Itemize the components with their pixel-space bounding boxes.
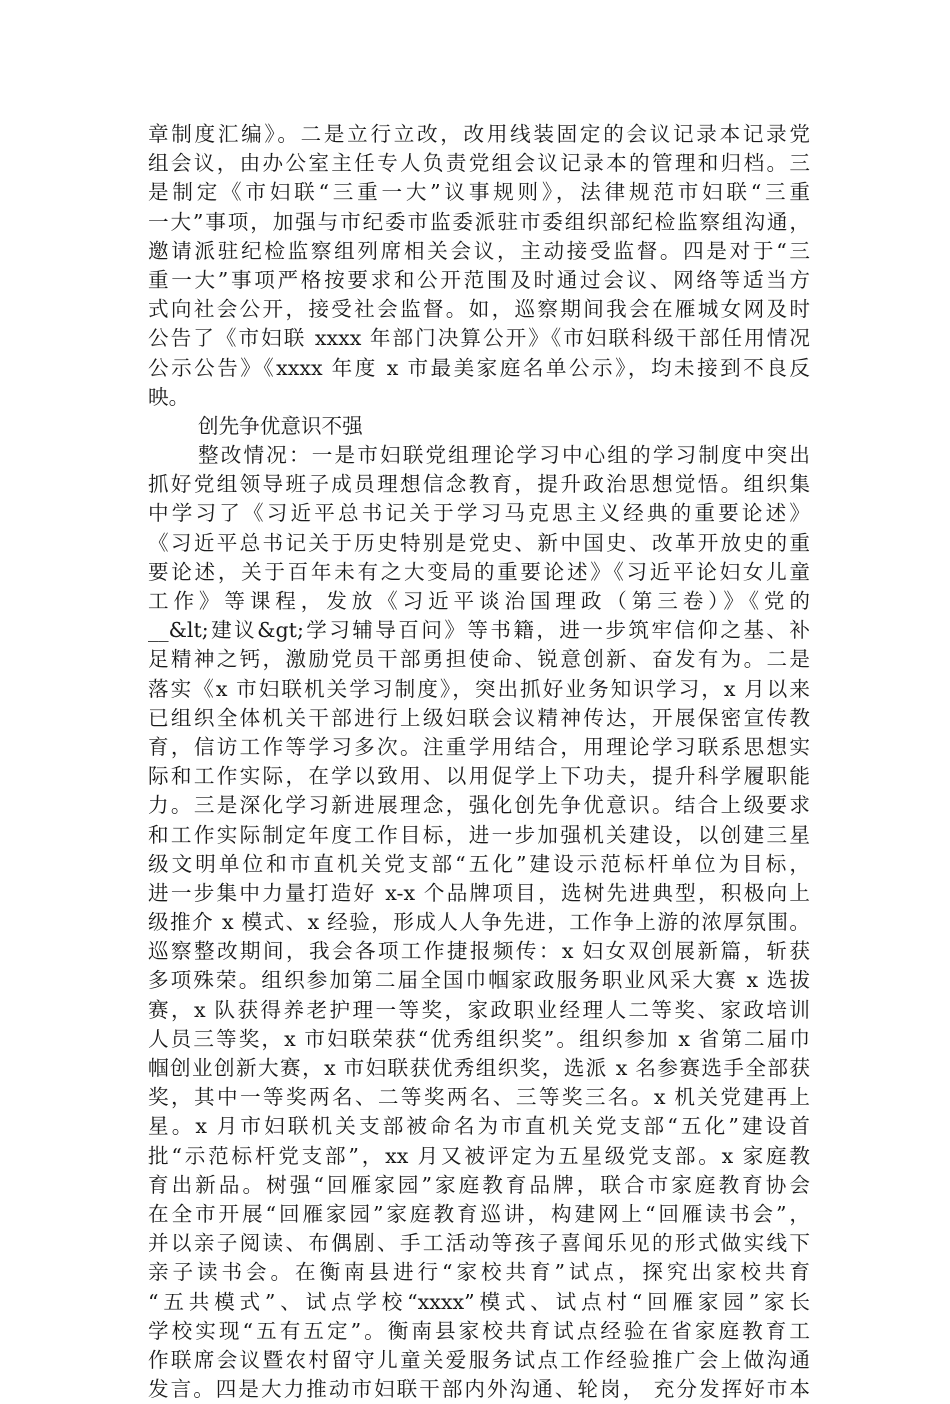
text-line: 级推介 x 模式、x 经验，形成人人争先进，工作争上游的浓厚氛围。 xyxy=(148,910,810,935)
text-line: 奖，其中一等奖两名、二等奖两名、三等奖三名。x 机关党建再上 xyxy=(148,1085,810,1110)
text-line: 星。x 月市妇联机关支部被命名为市直机关党支部“五化”建设首 xyxy=(148,1114,810,1139)
text-line: 已组织全体机关干部进行上级妇联会议精神传达，开展保密宣传教 xyxy=(148,705,810,730)
text-line: 赛，x 队获得养老护理一等奖，家政职业经理人二等奖、家政培训 xyxy=(148,997,810,1022)
text-line: 公告了《市妇联 xxxx 年部门决算公开》《市妇联科级干部任用情况 xyxy=(148,326,810,351)
text-line: 学校实现“五有五定”。衡南县家校共育试点经验在省家庭教育工 xyxy=(148,1318,810,1343)
text-line: 章制度汇编》。二是立行立改，改用线装固定的会议记录本记录党 xyxy=(148,122,810,146)
paragraph-2 xyxy=(148,441,810,1404)
text-line: 映。 xyxy=(148,384,190,409)
text-line: 重一大”事项严格按要求和公开范围及时通过会议、网络等适当方 xyxy=(148,267,810,292)
section-heading: 创先争优意识不强 xyxy=(198,413,363,438)
text-line: 工作》等课程，发放《习近平谈治国理政（第三卷）》《党的 xyxy=(148,589,810,613)
text-line: 进一步集中力量打造好 x-x 个品牌项目，选树先进典型，积极向上 xyxy=(148,880,810,905)
text-line: 整改情况：一是市妇联党组理论学习中心组的学习制度中突出 xyxy=(198,443,810,468)
text-line: 育，信访工作等学习多次。注重学用结合，用理论学习联系思想实 xyxy=(148,734,810,759)
text-line: 式向社会公开，接受社会监督。如，巡察期间我会在雁城女网及时 xyxy=(148,297,810,322)
text-line: 是制定《市妇联“三重一大”议事规则》，法律规范市妇联“三重 xyxy=(148,180,810,205)
text-line: 公示公告》《xxxx 年度 x 市最美家庭名单公示》，均未接到不良反 xyxy=(148,355,810,380)
text-line: 中学习了《习近平总书记关于学习马克思主义经典的重要论述》 xyxy=(148,501,810,526)
text-line: 亲子读书会。在衡南县进行“家校共育”试点，探究出家校共育 xyxy=(148,1260,810,1285)
text-line: 作联席会议暨农村留守儿童关爱服务试点工作经验推广会上做沟通 xyxy=(148,1347,810,1372)
text-line: 一大”事项，加强与市纪委市监委派驻市委组织部纪检监察组沟通， xyxy=(148,209,810,234)
text-line: 《习近平总书记关于历史特别是党史、新中国史、改革开放史的重 xyxy=(148,530,810,555)
text-line: 抓好党组领导班子成员理想信念教育，提升政治思想觉悟。组织集 xyxy=(148,472,810,497)
paragraph-1 xyxy=(148,120,810,412)
text-line: 巡察整改期间，我会各项工作捷报频传：x 妇女双创展新篇，斩获 xyxy=(148,939,810,964)
text-line: 落实《x 市妇联机关学习制度》，突出抓好业务知识学习，x 月以来 xyxy=(148,676,810,701)
text-line: 级文明单位和市直机关党支部“五化”建设示范标杆单位为目标， xyxy=(148,851,810,876)
section-heading-block xyxy=(148,412,810,441)
text-line: 多项殊荣。组织参加第二届全国巾帼家政服务职业风采大赛 x 选拔 xyxy=(148,968,810,993)
text-line: 育出新品。树强“回雁家园”家庭教育品牌，联合市家庭教育协会 xyxy=(148,1172,810,1197)
text-line: 帼创业创新大赛，x 市妇联获优秀组织奖，选派 x 名参赛选手全部获 xyxy=(148,1056,810,1080)
text-line: 邀请派驻纪检监察组列席相关会议，主动接受监督。四是对于“三 xyxy=(148,238,810,263)
document-page xyxy=(148,120,810,1404)
text-line: 批“示范标杆党支部”，xx 月又被评定为五星级党支部。x 家庭教 xyxy=(148,1143,810,1168)
text-line: “五共模式”、试点学校“xxxx”模式、试点村“回雁家园”家长 xyxy=(148,1289,810,1314)
text-line: 足精神之钙，激励党员干部勇担使命、锐意创新、奋发有为。二是 xyxy=(148,647,810,672)
text-line: 并以亲子阅读、布偶剧、手工活动等孩子喜闻乐见的形式做实线下 xyxy=(148,1231,810,1256)
text-line: __&lt;建议&gt;学习辅导百问》等书籍，进一步筑牢信仰之基、补 xyxy=(148,618,810,643)
text-line: 和工作实际制定年度工作目标，进一步加强机关建设，以创建三星 xyxy=(148,822,810,847)
text-line: 发言。四是大力推动市妇联干部内外沟通、轮岗， 充分发挥好市本 xyxy=(148,1377,810,1402)
text-line: 际和工作实际，在学以致用、以用促学上下功夫，提升科学履职能 xyxy=(148,764,810,789)
text-line: 在全市开展“回雁家园”家庭教育巡讲，构建网上“回雁读书会”， xyxy=(148,1201,810,1226)
text-line: 人员三等奖，x 市妇联荣获“优秀组织奖”。组织参加 x 省第二届巾 xyxy=(148,1026,810,1051)
text-line: 组会议，由办公室主任专人负责党组会议记录本的管理和归档。三 xyxy=(148,151,810,176)
text-line: 要论述，关于百年未有之大变局的重要论述》《习近平论妇女儿童 xyxy=(148,559,810,584)
text-line: 力。三是深化学习新进展理念，强化创先争优意识。结合上级要求 xyxy=(148,793,810,818)
